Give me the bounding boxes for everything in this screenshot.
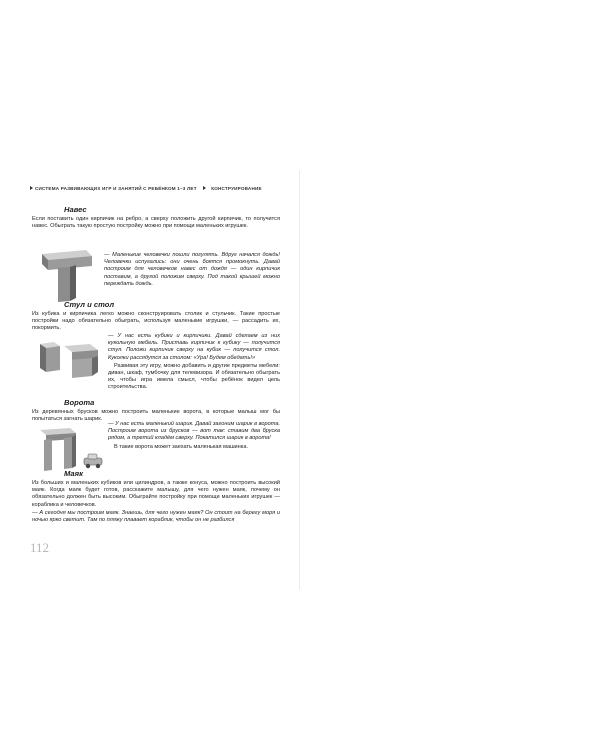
paragraph: Из больших и маленьких кубиков или цилиндров, а также конуса, можно построить высокий маяк. Когда маяк будет готов, расскажите малышу, для чего нужен маяк, почему он обязательно должен быть высоким. Обыграйте постройку при помощи маленьких игрушек — кораблика и человечков.	[32, 480, 280, 508]
marker-icon	[30, 186, 33, 190]
paragraph: Из деревянных брусков можно построить маленькие ворота, в которые малыш мог бы попытаться загнать шарик.	[32, 409, 280, 423]
heading-naves: Навес	[64, 205, 87, 214]
naves-intro-block	[32, 216, 280, 231]
naves-dialog-block	[104, 252, 280, 289]
dialog: — А сегодня мы построим маяк. Знаешь, для чего нужен маяк? Он стоит на берегу моря и ночью ярко светит. Там по пляжу плавает кораблик, чтобы он не разбился	[32, 509, 280, 524]
gate-figure	[36, 426, 106, 472]
running-head	[30, 186, 292, 191]
heading-mayak: Маяк	[64, 469, 83, 478]
mayak-block	[32, 480, 280, 525]
paragraph: В такие ворота может заехать маленькая машинка.	[114, 443, 249, 450]
page-number-left: 112	[30, 540, 50, 555]
paragraph: Если поставить один кирпичик на ребро, а сверху положить другой кирпичик, то получится навес. Обыграть такую простую постройку можно при помощи маленьких игрушек.	[32, 216, 280, 230]
heading-stul: Стул и стол	[64, 300, 115, 309]
table-chair-figure	[36, 332, 104, 380]
right-page	[300, 0, 600, 750]
dialog: — У нас есть маленький шарик. Давай загоним шарик в ворота. Построим ворота из брусков — вот так: ставим два бруска рядом, а третий кладём сверху. Покатился шарик в ворота!	[108, 421, 280, 442]
marker-icon	[203, 186, 206, 190]
toy-car-icon	[84, 454, 102, 468]
stul-dialog-block	[108, 333, 280, 393]
paragraph: Развивая эту игру, можно добавить и другие предметы мебели: диван, шкаф, тумбочку для телевизора. И обязательно обыграть их, чтобы игра имела смысл, чтобы ребёнок видел цель строительства.	[108, 362, 280, 391]
vorota-dialog-block	[108, 421, 280, 452]
paragraph: Из кубика и кирпичика легко можно сконструировать столик и стульчик. Такие простые постройки надо обязательно обыграть, используя маленькие игрушки, — рассадить их, покормить.	[32, 311, 280, 332]
series-title: СИСТЕМА РАЗВИВАЮЩИХ ИГР И ЗАНЯТИЙ С РЕБЁНКОМ 1–3 ЛЕТ	[35, 186, 197, 191]
dialog: — У нас есть кубики и кирпичики. Давай сделаем из них кукольную мебель. Приставь кирпичик к кубику — получится стул. Положи кирпичик сверху на кубик — получится стол. Куколки рассядутся за столом: «Урa! Будем обедать!»	[108, 333, 280, 361]
stul-intro-block	[32, 311, 280, 334]
section-title: КОНСТРУИРОВАНИЕ	[211, 186, 262, 191]
dialog: — Маленькие человечки пошли погулять. Вдруг начался дождь! Человечки испугались: они очень боятся промокнуть. Давай построим для человечков навес от дождя — один кирпичик поставим, а другой положим сверху. Под такой крышей можно переждать дождь.	[104, 252, 280, 287]
heading-vorota: Ворота	[64, 398, 95, 407]
shelter-figure	[36, 246, 98, 306]
